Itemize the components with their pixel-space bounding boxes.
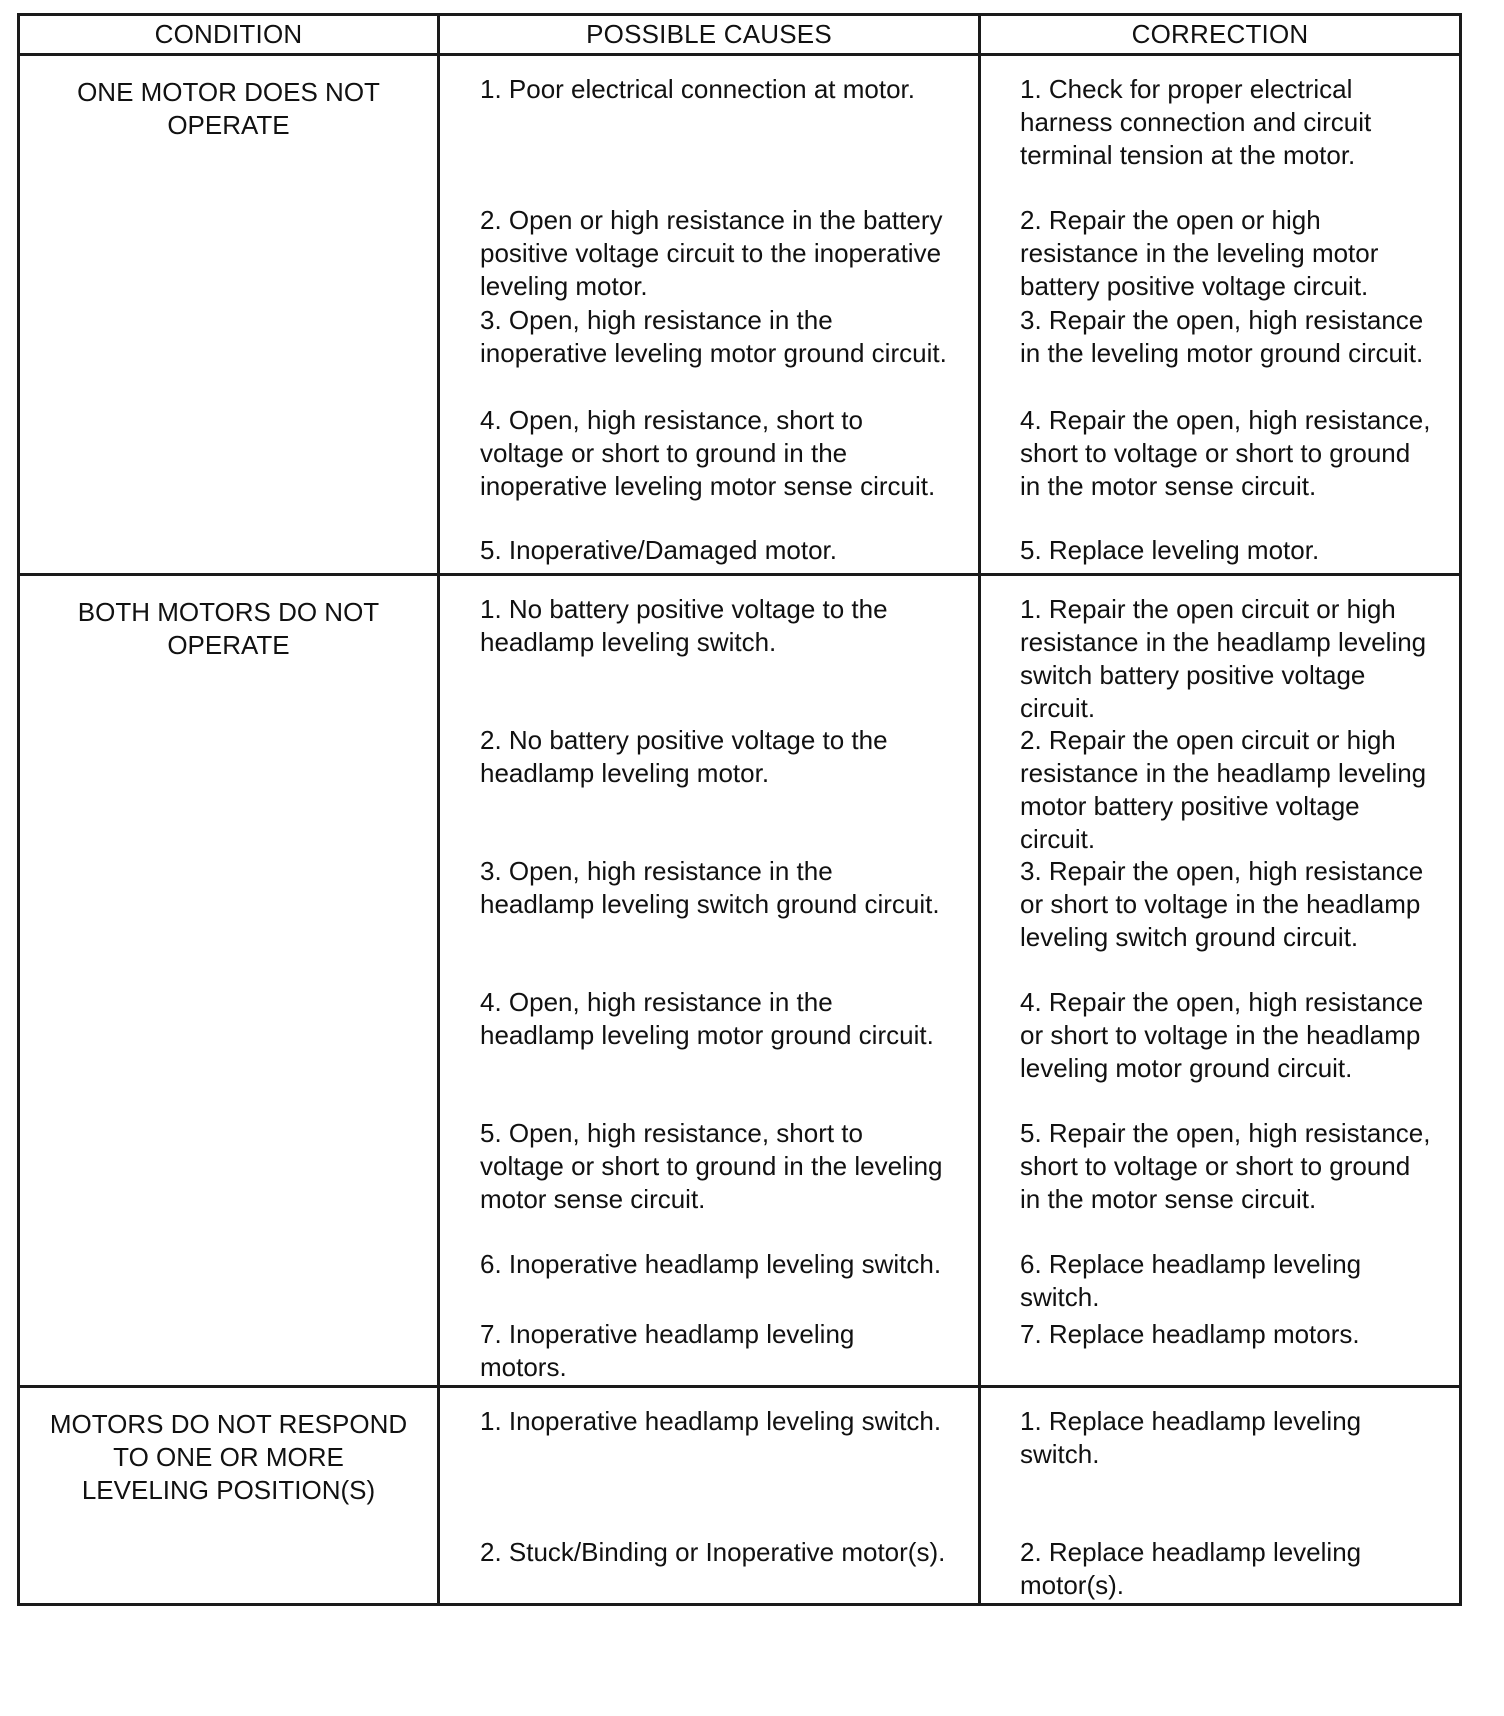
correction-item: 7. Replace headlamp motors. <box>1020 1319 1360 1349</box>
table-row <box>19 1387 1461 1605</box>
cause-item: 5. Inoperative/Damaged motor. <box>480 535 837 565</box>
correction-item: 3. Repair the open, high resistance in the leveling motor ground circuit. <box>1020 305 1424 368</box>
corrections-cell <box>980 575 1461 1387</box>
cause-item: 5. Open, high resistance, short to voltage or short to ground in the leveling motor sense circuit. <box>480 1118 943 1214</box>
diagnosis-table <box>17 13 1462 1606</box>
condition-cell: BOTH MOTORS DO NOT OPERATE <box>19 575 439 1387</box>
header-condition: CONDITION <box>19 15 439 55</box>
cause-item: 2. No battery positive voltage to the headlamp leveling motor. <box>480 725 888 788</box>
header-row <box>19 15 1461 55</box>
correction-item: 5. Replace leveling motor. <box>1020 535 1320 565</box>
header-possible-causes: POSSIBLE CAUSES <box>439 15 980 55</box>
cause-item: 2. Open or high resistance in the battery positive voltage circuit to the inoperative leveling motor. <box>480 205 943 301</box>
condition-cell: ONE MOTOR DOES NOT OPERATE <box>19 55 439 575</box>
cause-item: 1. Inoperative headlamp leveling switch. <box>480 1406 942 1436</box>
causes-cell <box>439 55 980 575</box>
table-row <box>19 55 1461 575</box>
cause-item: 1. No battery positive voltage to the headlamp leveling switch. <box>480 594 888 657</box>
corrections-cell <box>980 1387 1461 1605</box>
corrections-cell <box>980 55 1461 575</box>
cause-item: 2. Stuck/Binding or Inoperative motor(s). <box>480 1537 946 1567</box>
condition-cell: MOTORS DO NOT RESPOND TO ONE OR MORE LEVELING POSITION(S) <box>19 1387 439 1605</box>
cause-item: 6. Inoperative headlamp leveling switch. <box>480 1249 942 1279</box>
cause-item: 4. Open, high resistance in the headlamp leveling motor ground circuit. <box>480 987 934 1050</box>
correction-item: 1. Repair the open circuit or high resistance in the headlamp leveling switch battery positive voltage circuit. <box>1020 594 1427 723</box>
cause-item: 1. Poor electrical connection at motor. <box>480 74 916 104</box>
diagnosis-table-container <box>17 13 1459 1606</box>
causes-cell <box>439 575 980 1387</box>
correction-item: 2. Repair the open or high resistance in the leveling motor battery positive voltage circuit. <box>1020 205 1379 301</box>
cause-item: 3. Open, high resistance in the inoperative leveling motor ground circuit. <box>480 305 947 368</box>
correction-item: 3. Repair the open, high resistance or short to voltage in the headlamp leveling switch ground circuit. <box>1020 856 1424 952</box>
correction-item: 1. Check for proper electrical harness connection and circuit terminal tension at the motor. <box>1020 74 1372 170</box>
cause-item: 3. Open, high resistance in the headlamp leveling switch ground circuit. <box>480 856 940 919</box>
correction-item: 4. Repair the open, high resistance or short to voltage in the headlamp leveling motor ground circuit. <box>1020 987 1424 1083</box>
correction-item: 2. Repair the open circuit or high resistance in the headlamp leveling motor battery positive voltage circuit. <box>1020 725 1427 854</box>
correction-item: 4. Repair the open, high resistance, short to voltage or short to ground in the motor sense circuit. <box>1020 405 1431 501</box>
correction-item: 5. Repair the open, high resistance, short to voltage or short to ground in the motor sense circuit. <box>1020 1118 1431 1214</box>
correction-item: 2. Replace headlamp leveling motor(s). <box>1020 1537 1362 1600</box>
cause-item: 4. Open, high resistance, short to voltage or short to ground in the inoperative leveling motor sense circuit. <box>480 405 936 501</box>
correction-item: 6. Replace headlamp leveling switch. <box>1020 1249 1362 1312</box>
cause-item: 7. Inoperative headlamp leveling motors. <box>480 1319 855 1382</box>
correction-item: 1. Replace headlamp leveling switch. <box>1020 1406 1362 1469</box>
table-row <box>19 575 1461 1387</box>
header-correction: CORRECTION <box>980 15 1461 55</box>
causes-cell <box>439 1387 980 1605</box>
